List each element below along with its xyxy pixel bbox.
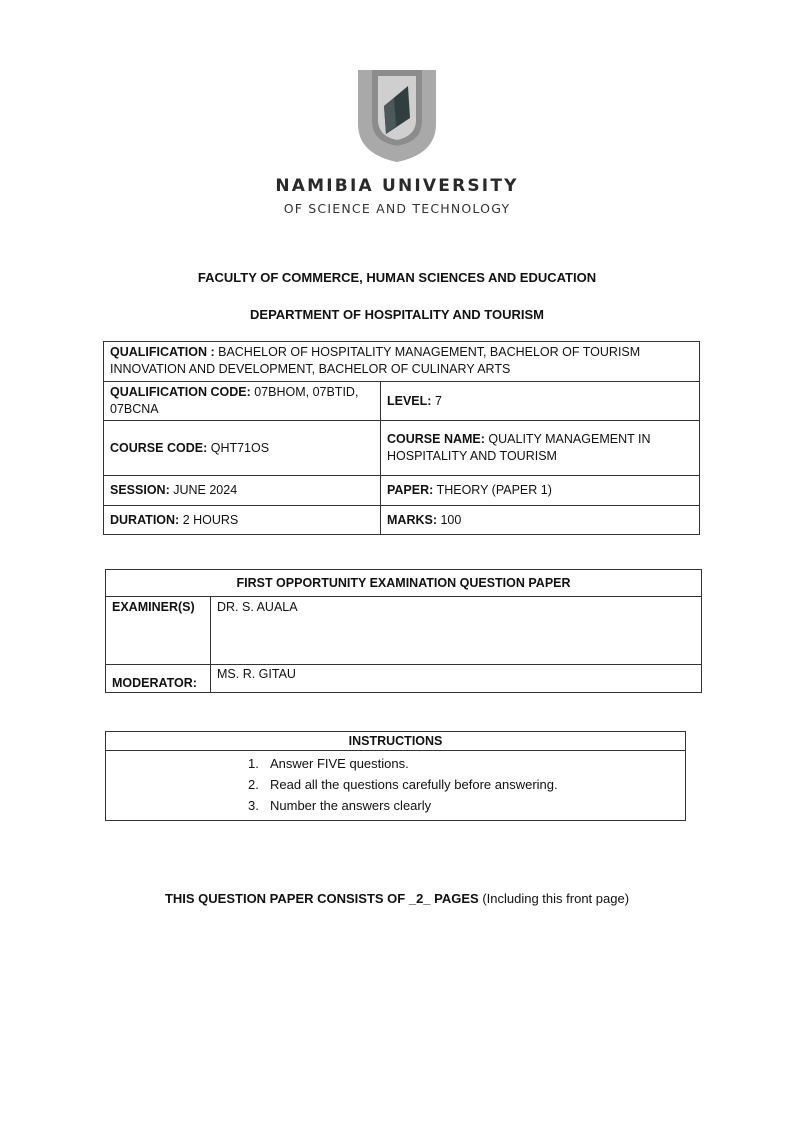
examiner-row [106, 597, 702, 665]
duration-value: 2 HOURS [182, 512, 239, 527]
course-code-value: QHT71OS [210, 440, 270, 455]
exam-title-row [106, 570, 702, 597]
marks-cell [381, 506, 700, 535]
marks-label: MARKS: [387, 512, 437, 527]
course-details-table [103, 341, 700, 535]
instruction-number: 1. [248, 756, 259, 771]
qualification-row [104, 342, 700, 382]
paper-value: THEORY (PAPER 1) [436, 483, 552, 497]
moderator-value: MS. R. GITAU [211, 665, 702, 693]
instruction-text: Number the answers clearly [270, 798, 432, 813]
paper-label: PAPER: [387, 483, 434, 497]
instructions-title-row [106, 732, 686, 751]
instruction-number: 3. [248, 798, 259, 813]
paper-cell [381, 476, 700, 506]
page-count-note [0, 891, 794, 906]
instructions-title [106, 732, 686, 751]
course-name-label: COURSE NAME: [387, 432, 485, 446]
qualification-code-cell [104, 382, 381, 421]
level-value: 7 [434, 393, 442, 408]
course-row [104, 421, 700, 476]
duration-label: DURATION: [110, 512, 180, 527]
course-name-cell [381, 421, 700, 476]
course-name-value: QUALITY MANAGEMENT IN HOSPITALITY AND TOURISM [387, 432, 651, 463]
instructions-body [106, 751, 686, 821]
instructions-title-text: INSTRUCTIONS [348, 733, 443, 748]
examination-table [105, 569, 702, 693]
instruction-number: 2. [248, 777, 259, 792]
session-row [104, 476, 700, 506]
exam-title [106, 570, 702, 597]
moderator-label-cell [106, 665, 211, 693]
qualification-code-row [104, 382, 700, 421]
instruction-item [248, 774, 685, 795]
faculty-heading: FACULTY OF COMMERCE, HUMAN SCIENCES AND EDUCATION [197, 270, 597, 285]
level-cell [381, 382, 700, 421]
qualification-label: QUALIFICATION : [110, 345, 215, 359]
level-label: LEVEL: [387, 393, 432, 408]
session-label: SESSION: [110, 483, 170, 497]
qualification-cell [104, 342, 700, 382]
duration-cell [104, 506, 381, 535]
session-cell [104, 476, 381, 506]
department-heading: DEPARTMENT OF HOSPITALITY AND TOURISM [250, 307, 544, 322]
moderator-row [106, 665, 702, 693]
university-logo [354, 66, 440, 164]
examiner-label-cell [106, 597, 211, 665]
instruction-item [248, 795, 685, 816]
marks-value: 100 [440, 512, 462, 527]
course-code-cell [104, 421, 381, 476]
qualification-code-value: 07BHOM, 07BTID, 07BCNA [110, 385, 359, 416]
university-name: NAMIBIA UNIVERSITY [275, 176, 519, 196]
page-count-suffix: (Including this front page) [482, 891, 630, 906]
exam-title-text: FIRST OPPORTUNITY EXAMINATION QUESTION PAPER [236, 576, 571, 590]
examiner-value: DR. S. AUALA [211, 597, 702, 665]
instruction-text: Read all the questions carefully before answering. [270, 777, 558, 792]
moderator-label: MODERATOR: [112, 676, 197, 690]
duration-row [104, 506, 700, 535]
instruction-text: Answer FIVE questions. [270, 756, 409, 771]
qualification-code-label: QUALIFICATION CODE: [110, 385, 251, 399]
course-code-label: COURSE CODE: [110, 440, 208, 455]
session-value: JUNE 2024 [173, 483, 238, 497]
page-count-prefix: THIS QUESTION PAPER CONSISTS OF _2_ PAGES [164, 891, 479, 906]
examiner-label: EXAMINER(S) [112, 600, 195, 614]
instructions-table [105, 731, 686, 821]
instruction-item [248, 753, 685, 774]
instructions-list [106, 753, 685, 816]
university-subtitle: OF SCIENCE AND TECHNOLOGY [283, 201, 511, 216]
instructions-body-row [106, 751, 686, 821]
qualification-value: BACHELOR OF HOSPITALITY MANAGEMENT, BACHELOR OF TOURISM INNOVATION AND DEVELOPMENT, BACHELOR OF CULINARY ARTS [110, 345, 641, 376]
